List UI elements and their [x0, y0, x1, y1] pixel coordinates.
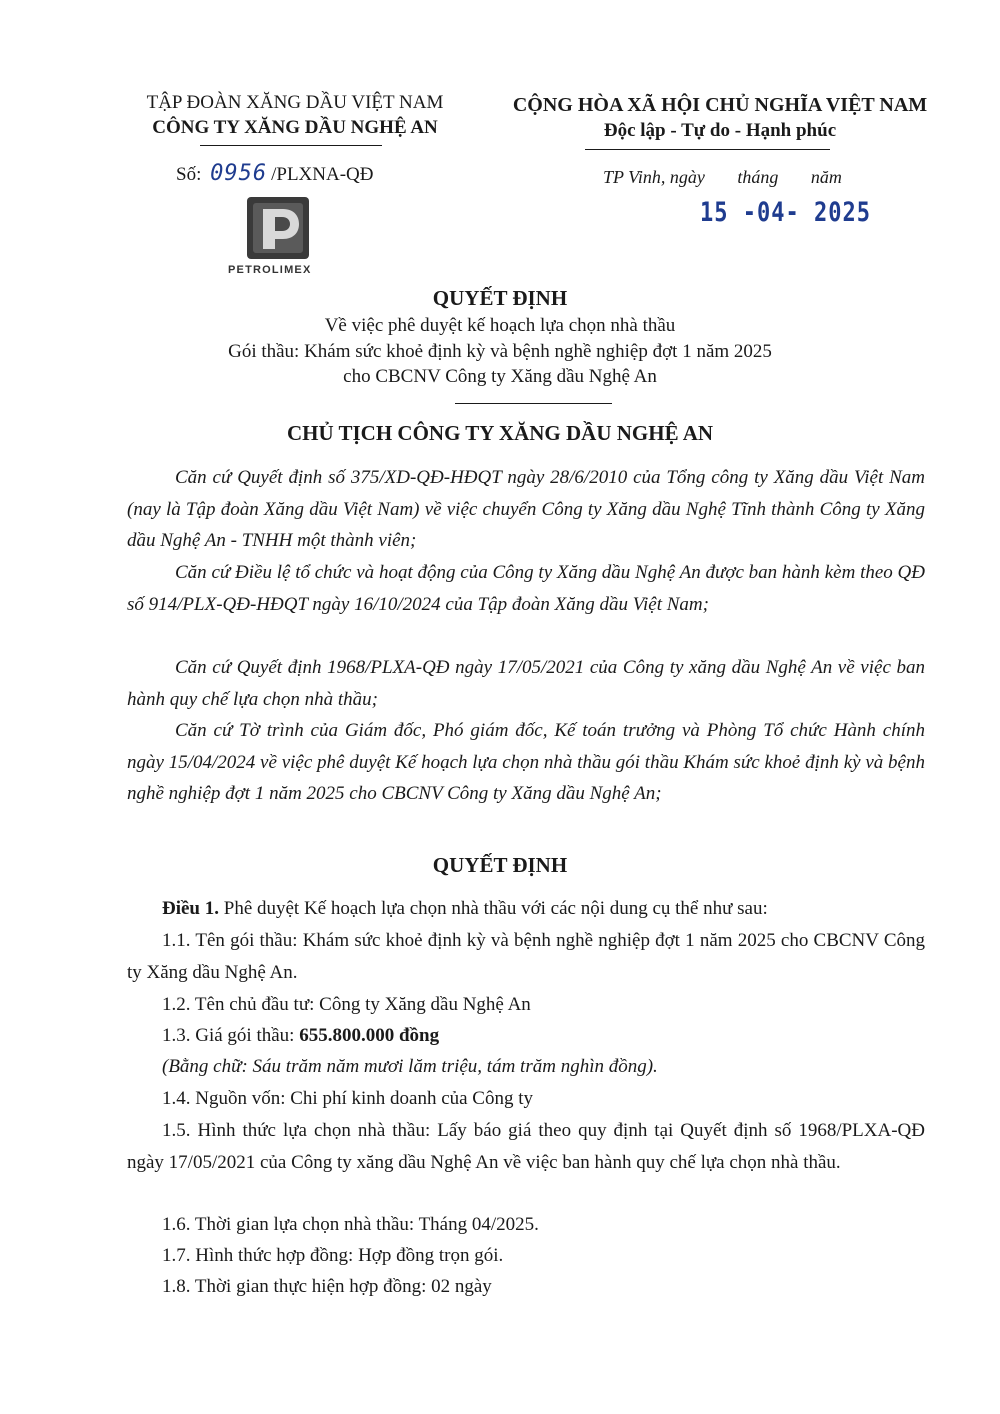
org-parent: TẬP ĐOÀN XĂNG DẦU VIỆT NAM [146, 92, 444, 113]
decision-subject-line-3: cho CBCNV Công ty Xăng dầu Nghệ An [343, 366, 657, 387]
article-1 [127, 893, 925, 925]
document-number-label: Số: [176, 164, 202, 185]
legal-basis-1: Căn cứ Quyết định số 375/XD-QĐ-HĐQT ngày 28/6/2010 của Tổng công ty Xăng dầu Việt Nam (nay là Tập đoàn Xăng dầu Việt Nam) về việc chuyển Công ty Xăng dầu Nghệ Tĩnh thành Công ty Xăng dầu Nghệ An - TNHH một thành viên; [127, 467, 925, 551]
place-date-line [603, 167, 870, 188]
nation-title: CỘNG HÒA XÃ HỘI CHỦ NGHĨA VIỆT NAM [512, 94, 928, 116]
legal-basis-4: Căn cứ Tờ trình của Giám đốc, Phó giám đốc, Kế toán trưởng và Phòng Tổ chức Hành chính ngày 15/04/2024 về việc phê duyệt Kế hoạch lựa chọn nhà thầu gói thầu Khám sức khoẻ định kỳ và bệnh nghề nghiệp đợt 1 năm 2025 cho CBCNV Công ty Xăng dầu Nghệ An; [127, 720, 925, 804]
item-1-4: 1.4. Nguồn vốn: Chi phí kinh doanh của Công ty [162, 1088, 534, 1109]
motto-underline [585, 149, 830, 150]
logo-text: PETROLIMEX [228, 264, 312, 276]
item-1-7: 1.7. Hình thức hợp đồng: Hợp đồng trọn gói. [162, 1245, 504, 1266]
petrolimex-logo-icon [247, 197, 309, 259]
item-1-8: 1.8. Thời gian thực hiện hợp đồng: 02 ngày [162, 1276, 492, 1297]
decision-section-heading: QUYẾT ĐỊNH [432, 853, 568, 877]
legal-basis-3: Căn cứ Quyết định 1968/PLXA-QĐ ngày 17/05/2021 của Công ty xăng dầu Nghệ An về việc ban hành quy chế lựa chọn nhà thầu; [127, 657, 925, 710]
item-1-2: 1.2. Tên chủ đầu tư: Công ty Xăng dầu Nghệ An [162, 994, 531, 1015]
place-text: TP Vinh, ngày [603, 167, 705, 187]
article-1-text: Phê duyệt Kế hoạch lựa chọn nhà thầu với các nội dung cụ thể như sau: [219, 898, 768, 919]
item-1-6: 1.6. Thời gian lựa chọn nhà thầu: Tháng 04/2025. [162, 1214, 539, 1235]
document-number-value: 0956 [210, 161, 268, 186]
document-number-suffix: /PLXNA-QĐ [271, 164, 374, 185]
decision-subject-line-2: Gói thầu: Khám sức khoẻ định kỳ và bệnh nghề nghiệp đợt 1 năm 2025 [228, 341, 772, 362]
decision-heading: QUYẾT ĐỊNH [432, 286, 568, 310]
authority-title: CHỦ TỊCH CÔNG TY XĂNG DẦU NGHỆ AN [286, 421, 714, 445]
year-label: năm [810, 167, 842, 187]
package-price: 655.800.000 đồng [299, 1025, 440, 1046]
item-1-3 [127, 1020, 925, 1052]
stamped-date: 15 -04- 2025 [700, 198, 871, 228]
month-label: tháng [737, 167, 779, 187]
article-1-label: Điều 1. [162, 898, 219, 919]
item-1-5: 1.5. Hình thức lựa chọn nhà thầu: Lấy báo giá theo quy định tại Quyết định số 1968/PLXA-QĐ ngày 17/05/2021 của Công ty xăng dầu Nghệ An về việc ban hành quy chế lựa chọn nhà thầu. [127, 1120, 925, 1173]
org-underline [200, 145, 382, 146]
package-price-in-words: (Bằng chữ: Sáu trăm năm mươi lăm triệu, tám trăm nghìn đồng). [162, 1056, 658, 1077]
decision-subject-line-1: Về việc phê duyệt kế hoạch lựa chọn nhà thầu [324, 315, 676, 336]
title-underline [455, 403, 612, 404]
legal-basis-2: Căn cứ Điều lệ tổ chức và hoạt động của Công ty Xăng dầu Nghệ An được ban hành kèm theo QĐ số 914/PLX-QĐ-HĐQT ngày 16/10/2024 của Tập đoàn Xăng dầu Việt Nam; [127, 562, 925, 615]
document-number [176, 161, 373, 186]
item-1-1: 1.1. Tên gói thầu: Khám sức khoẻ định kỳ và bệnh nghề nghiệp đợt 1 năm 2025 cho CBCNV Công ty Xăng dầu Nghệ An. [127, 930, 925, 983]
org-name: CÔNG TY XĂNG DẦU NGHỆ AN [152, 117, 438, 138]
national-motto: Độc lập - Tự do - Hạnh phúc [603, 120, 837, 141]
item-1-3-label: 1.3. Giá gói thầu: [162, 1025, 300, 1046]
